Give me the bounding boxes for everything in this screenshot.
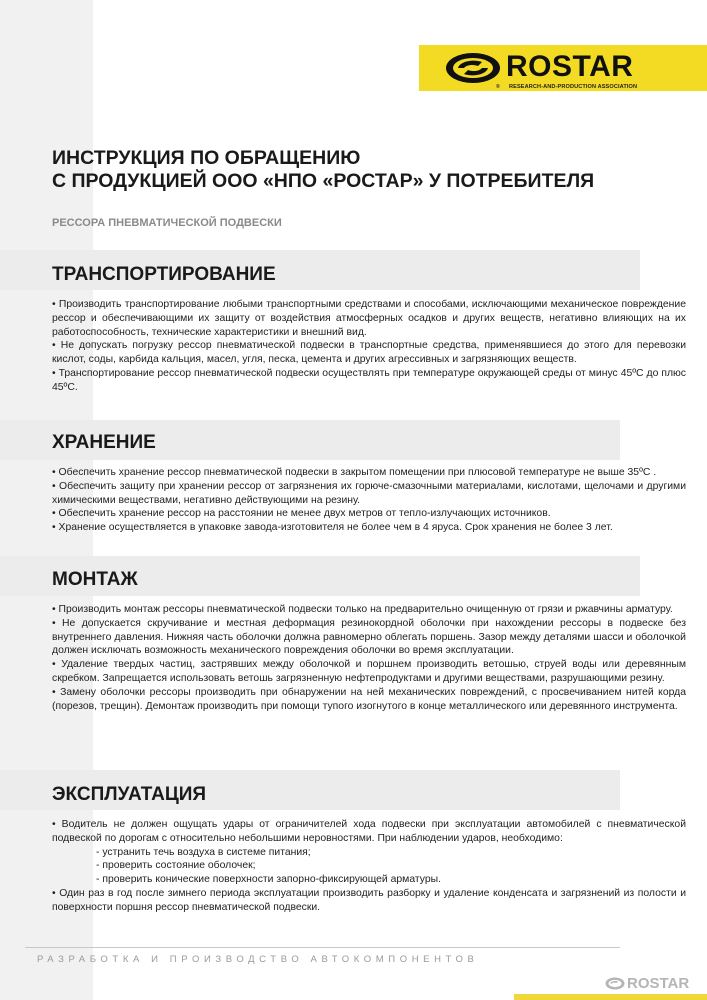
section-transportation — [52, 264, 686, 395]
paragraph: • Хранение осуществляется в упаковке завода-изготовителя не более чем в 4 яруса. Срок хранения не более 3 лет. — [52, 522, 613, 534]
logo-tagline: RESEARCH-AND-PRODUCTION ASSOCIATION — [509, 84, 638, 90]
rostar-logo-icon — [444, 51, 502, 85]
page-title-line1: ИНСТРУКЦИЯ ПО ОБРАЩЕНИЮ — [52, 147, 361, 169]
paragraph: • Один раз в год после зимнего периода эксплуатации производить разборку и удаление конденсата и загрязнений из полости и поверхности поршня рессор пневматической подвески. — [52, 887, 686, 913]
section-heading: ТРАНСПОРТИРОВАНИЕ — [52, 264, 276, 285]
footer-logo-wordmark: ROSTAR — [627, 975, 690, 992]
section-storage — [52, 432, 686, 535]
page-title — [52, 147, 594, 193]
paragraph: • Удаление твердых частиц, застрявших между оболочкой и поршнем производить ветошью, струей воды или деревянным скребком. Запрещается использовать ветошь загрязненную нефтепродуктами и другими веществами, разрушающими резину. — [52, 659, 686, 684]
registered-mark: ® — [496, 84, 500, 90]
section-heading: ЭКСПЛУАТАЦИЯ — [52, 784, 207, 805]
page-subtitle: РЕССОРА ПНЕВМАТИЧЕСКОЙ ПОДВЕСКИ — [52, 217, 282, 229]
paragraph: • Обеспечить хранение рессор пневматической подвески в закрытом помещении при плюсовой температуре не выше 35ºС . — [52, 467, 657, 478]
paragraph: • Транспортирование рессор пневматической подвески осуществлять при температуре окружающей среды от минус 45ºС до плюс 45ºС. — [52, 367, 686, 393]
footer-logo — [605, 975, 690, 993]
page-title-line2: С ПРОДУКЦИЕЙ ООО «НПО «РОСТАР» У ПОТРЕБИТЕЛЯ — [52, 170, 595, 192]
section-mounting — [52, 569, 686, 713]
section-operation — [52, 784, 686, 915]
sub-item: - проверить конические поверхности запорно-фиксирующей арматуры. — [96, 874, 441, 886]
sub-item: - устранить течь воздуха в системе питания; — [96, 846, 311, 858]
paragraph: • Замену оболочки рессоры производить при обнаружении на ней механических повреждений, с просвечиванием нитей корда (порезов, трещин). Демонтаж производить при помощи тупого изогнутого в конце металлического или деревянного инструмента. — [52, 686, 686, 712]
paragraph: • Не допускать погрузку рессор пневматической подвески в транспортные средства, применявшиеся до этого для перевозки кислот, соды, карбида кальция, масел, угля, песка, цемента и других агрессивных и загрязняющих веществ. — [52, 340, 686, 366]
section-heading: МОНТАЖ — [52, 569, 138, 590]
footer-divider — [25, 947, 620, 948]
paragraph: • Обеспечить хранение рессор на расстоянии не менее двух метров от тепло-излучающих источников. — [52, 508, 551, 520]
footer-accent-bar — [514, 994, 707, 1000]
footer-slogan: РАЗРАБОТКА И ПРОИЗВОДСТВО АВТОКОМПОНЕНТОВ — [37, 954, 479, 965]
section-heading: ХРАНЕНИЕ — [52, 432, 156, 453]
paragraph: • Обеспечить защиту при хранении рессор от загрязнения их горюче-смазочными материалами, кислотами, щелочами и другими химическими веществами, негативно действующими на резину. — [52, 480, 686, 506]
sub-item: - проверить состояние оболочек; — [96, 860, 256, 872]
paragraph: • Не допускается скручивание и местная деформация резинокордной оболочки при нахождении рессоры в подвеске без внутреннего давления. Нижняя часть оболочки должна равномерно облегать поршень. Зазор между деталями шасси и оболочкой должен исключать возможность механического повреждения оболочки во время эксплуатации. — [52, 617, 686, 657]
rostar-logo-icon — [605, 977, 625, 990]
paragraph: • Производить монтаж рессоры пневматической подвески только на предварительно очищенную от грязи и ржавчины арматуру. — [52, 604, 673, 615]
paragraph: • Водитель не должен ощущать удары от ограничителей хода подвески при эксплуатации автомобилей с пневматической подвеской по дорогам с относительно небольшими неровностями. При наблюдении ударов, необходимо: — [52, 819, 686, 844]
paragraph: • Производить транспортирование любыми транспортными средствами и способами, исключающими механическое повреждение рессор и обеспечивающими их защиту от воздействия атмосферных осадков и других веществ, негативно влияющих на их работоспособность, технические характеристики и внешний вид. — [52, 299, 686, 338]
logo-wordmark: ROSTAR — [506, 50, 634, 83]
